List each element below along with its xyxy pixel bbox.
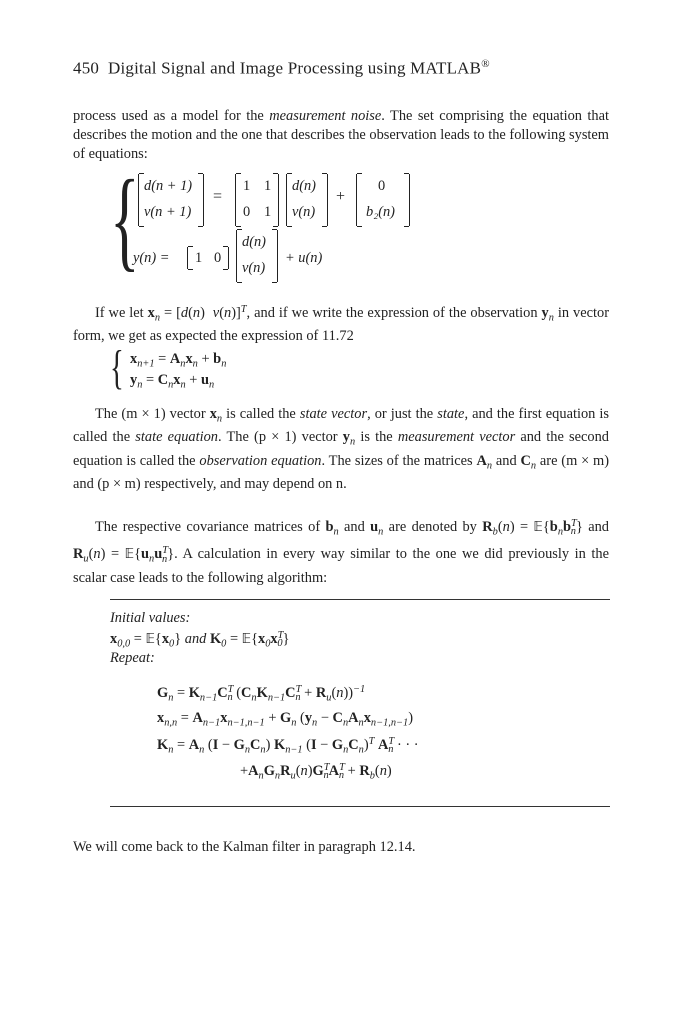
para3-text-d: , and the first equation is called the bbox=[73, 406, 610, 446]
para3-emph-state: state bbox=[437, 406, 465, 422]
para3-text-b: is called the bbox=[222, 406, 300, 422]
noise-bottom: b₂(n) bbox=[366, 204, 395, 220]
para4-text-b: and bbox=[338, 519, 371, 536]
noise-top: 0 bbox=[378, 178, 386, 194]
covariance-update-eq-1: $K_n = A_n$ $(I - G_nC_n)$ $K_{n-1}$ $(I - G_nC_n)^T$ $A^T_n$ · · · bbox=[157, 736, 419, 756]
state-space-vector-eq bbox=[0, 0, 682, 400]
para3-emph-measurement-vector: measurement vector bbox=[397, 429, 516, 446]
observation-tail: + u(n) bbox=[285, 250, 323, 266]
para1-text-a: process used as a model for the bbox=[73, 108, 270, 124]
covariance-update-eq-2: $+A_nG_nR_u(n)G^T_nA^T_n + R_b(n)$ bbox=[240, 762, 392, 782]
paragraph-covariance: The respective covariance matrices of $b_n$ and $u_n$ are denoted by $R_b(n)$ = $𝔼\{b_nb^T_n\}$ and $R_u(n)$ = $𝔼\{u_nu^T_n\}$. A calculation in every way similar to the one we did previously in the scalar case leads to the following algorithm: bbox=[73, 518, 609, 586]
matrix-a-21: 0 bbox=[243, 204, 251, 220]
algorithm-initial-label bbox=[110, 610, 190, 627]
lhs-top: d(n + 1) bbox=[144, 178, 193, 194]
observation-lhs: y(n) = bbox=[133, 250, 170, 266]
page-number: 450 bbox=[73, 58, 100, 78]
para3-text-j: are (m × m) and (p × m) respectively, and may depend on n. bbox=[73, 452, 610, 492]
state-equation: $x_{n+1} = A_nx_n + b_n$ bbox=[130, 351, 227, 370]
para2-text-b: , and if we write the expression of the observation bbox=[246, 305, 542, 322]
algorithm-top-rule bbox=[110, 599, 610, 600]
matrix-a-12: 1 bbox=[264, 178, 272, 194]
plus-sign: + bbox=[336, 188, 346, 205]
matrix-c-2: 0 bbox=[214, 250, 222, 266]
initial-values-label: Initial values: bbox=[110, 610, 191, 626]
para3-emph-observation-equation: observation equation bbox=[199, 452, 322, 469]
para1-text-b: . The set comprising the equation that describes the motion and the one that describes the observation leads to the following system of equations: bbox=[73, 108, 609, 162]
para2-text-a: If we let bbox=[95, 305, 148, 322]
paragraph-vector-form: If we let $x_n = [d(n)$ v(n)]$^T$, and if we write the expression of the observation $y_n$ in vector form, we get as expected the expression of 11.72 bbox=[73, 304, 609, 345]
paragraph-closing bbox=[73, 838, 609, 857]
matrix-a-11: 1 bbox=[243, 178, 251, 194]
para4-text-c: are denoted by bbox=[383, 519, 483, 536]
registered-mark: ® bbox=[481, 58, 490, 70]
algorithm-bottom-rule bbox=[110, 806, 610, 807]
vector-eq-brace: { bbox=[110, 341, 124, 394]
matrix-a-22: 1 bbox=[264, 204, 272, 220]
closing-sentence: We will come back to the Kalman filter in paragraph 12.14. bbox=[73, 839, 416, 855]
state-bottom: v(n) bbox=[292, 204, 316, 220]
para3-text-e: . The (p × 1) vector bbox=[218, 429, 343, 446]
para3-text-c: , or just the bbox=[367, 406, 438, 422]
para3-emph-state-equation: state equation bbox=[135, 429, 218, 446]
matrix-c-1: 1 bbox=[195, 250, 203, 266]
obs-state-top: d(n) bbox=[242, 234, 266, 250]
kalman-gain-eq: $G_n = K_{n-1}C^T_n$ $(C_nK_{n-1}C^T_n + R_u(n))^{-1}$ bbox=[157, 684, 366, 704]
algorithm-initialization: $x_{0,0}$ = $𝔼\{x_0\}$ and $K_0$ = $𝔼\{x_0x^T_0\}$ bbox=[110, 630, 290, 650]
para3-text-a: The (m × 1) vector bbox=[95, 406, 210, 422]
para1-emph: measurement noise bbox=[269, 108, 382, 124]
para3-text-i: and bbox=[492, 452, 521, 469]
para3-text-h: . The sizes of the matrices bbox=[321, 452, 477, 469]
lhs-bottom: v(n + 1) bbox=[144, 204, 192, 220]
book-title: Digital Signal and Image Processing using MATLAB bbox=[108, 58, 482, 78]
para3-text-g: and the second equation is called the bbox=[73, 429, 609, 469]
and-word: and bbox=[184, 631, 207, 648]
algorithm-repeat-label bbox=[110, 650, 155, 667]
observation-equation: $y_n = C_nx_n + u_n$ bbox=[130, 372, 215, 391]
obs-state-bottom: v(n) bbox=[242, 260, 266, 276]
paragraph-definitions: The (m × 1) vector $x_n$ is called the state vector, or just the state, and the first equation is called the state equation. The (p × 1) vector $y_n$ is the measurement vector and the second equation is called the observation equation. The sizes of the matrices $A_n$ and $C_n$ are (m × m) and (p × m) respectively, and may depend on n. bbox=[73, 406, 610, 492]
para4-text-a: The respective covariance matrices of bbox=[95, 519, 326, 536]
state-top: d(n) bbox=[292, 178, 316, 194]
equals-sign: = bbox=[213, 188, 223, 205]
para4-text-d: . A calculation in every way similar to the one we did previously in the scalar case leads to the following algorithm: bbox=[73, 546, 609, 586]
repeat-label: Repeat: bbox=[110, 650, 155, 666]
state-update-eq: $x_{n,n} = A_{n-1}x_{n-1,n-1} + G_n$ $(y_n - C_nA_nx_{n-1,n-1})$ bbox=[157, 710, 414, 729]
system-brace: { bbox=[110, 158, 140, 282]
para3-emph-state-vector: state vector bbox=[299, 406, 368, 422]
para2-text-c: in vector form, we get as expected the expression of 11.72 bbox=[73, 305, 609, 345]
para3-text-f: is the bbox=[355, 429, 398, 446]
